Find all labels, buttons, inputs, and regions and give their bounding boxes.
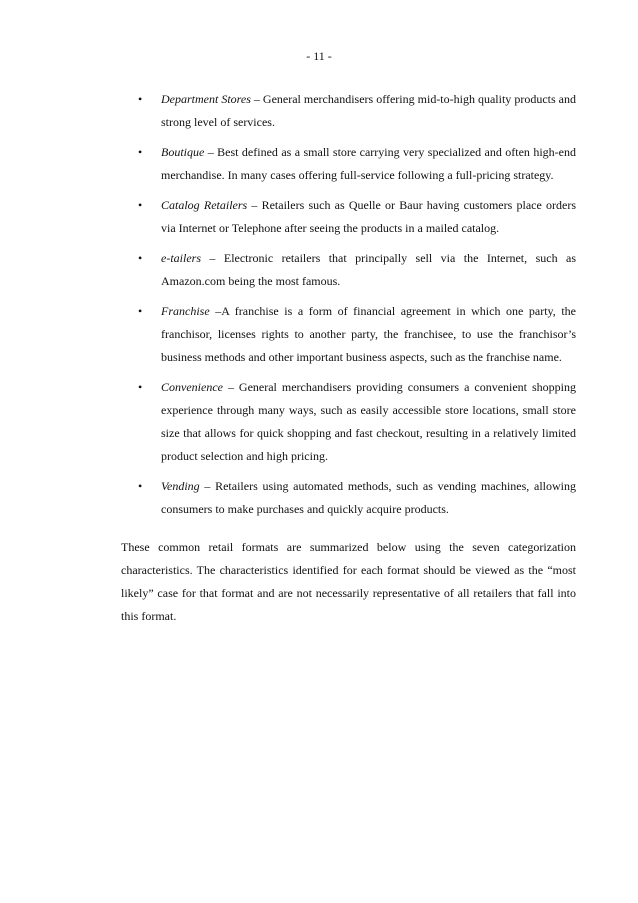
bullet-icon: • xyxy=(138,145,143,159)
bullet-icon: • xyxy=(138,92,143,106)
list-item-department-stores xyxy=(0,88,638,134)
term-label: e-tailers xyxy=(161,251,201,265)
list-item-catalog-retailers xyxy=(0,194,638,240)
bullet-icon: • xyxy=(138,198,143,212)
term-description: – General merchandisers providing consumers a convenient shopping experience through many ways, such as easily accessible store locations, small store size that allows for quick shopping and fast checkout, resulting in a relatively limited product selection and high pricing. xyxy=(161,380,576,463)
term-description: – Retailers using automated methods, such as vending machines, allowing consumers to make purchases and quickly acquire products. xyxy=(161,479,576,516)
term-label: Convenience xyxy=(161,380,223,394)
term-description: – Retailers such as Quelle or Baur having customers place orders via Internet or Telephone after seeing the products in a mailed catalog. xyxy=(161,198,576,235)
term-description: – Best defined as a small store carrying very specialized and often high-end merchandise. In many cases offering full-service following a full-pricing strategy. xyxy=(161,145,576,182)
term-description: –A franchise is a form of financial agreement in which one party, the franchisor, licenses rights to another party, the franchisee, to use the franchisor’s business methods and other important business aspects, such as the franchise name. xyxy=(161,304,576,364)
page-number: - 11 - xyxy=(306,49,332,63)
list-item-franchise xyxy=(0,300,638,369)
term-label: Catalog Retailers xyxy=(161,198,248,212)
list-item-boutique xyxy=(0,141,638,187)
term-description: – Electronic retailers that principally sell via the Internet, such as Amazon.com being the most famous. xyxy=(161,251,576,288)
term-label: Franchise xyxy=(161,304,210,318)
list-item-convenience xyxy=(0,376,638,468)
retail-formats-list xyxy=(0,88,638,528)
list-item-vending xyxy=(0,475,638,521)
summary-paragraph: These common retail formats are summarized below using the seven categorization characteristics. The characteristics identified for each format should be viewed as the “most likely” case for that format and are not necessarily representative of all retailers that fall into this format. xyxy=(121,540,576,623)
term-description: – General merchandisers offering mid-to-high quality products and strong level of services. xyxy=(161,92,576,129)
bullet-icon: • xyxy=(138,304,143,318)
term-label: Department Stores xyxy=(161,92,251,106)
term-label: Boutique xyxy=(161,145,205,159)
bullet-icon: • xyxy=(138,251,143,265)
bullet-icon: • xyxy=(138,479,143,493)
term-label: Vending xyxy=(161,479,200,493)
bullet-icon: • xyxy=(138,380,143,394)
list-item-e-tailers xyxy=(0,247,638,293)
